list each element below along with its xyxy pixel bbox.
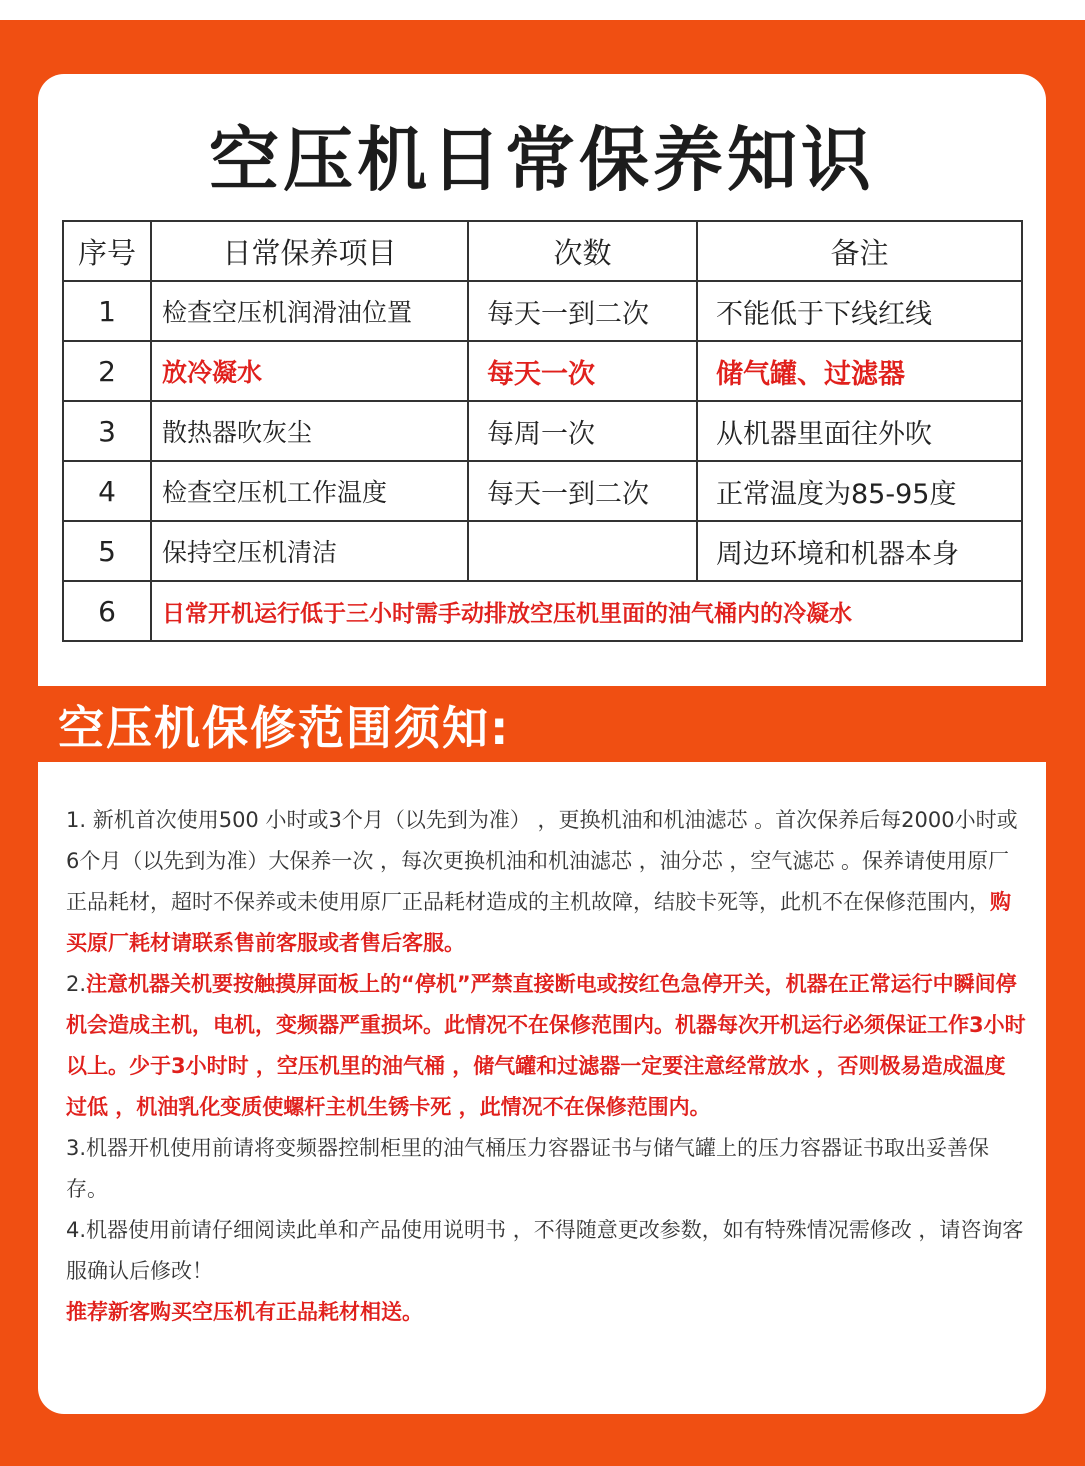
row-index: 6 <box>63 581 151 641</box>
warranty-item-1-text: 1. 新机首次使用500 小时或3个月（以先到为准） ，更换机油和机油滤芯 。首次保养后每2000小时或6个月（以先到为准）大保养一次 ，每次更换机油和机油滤芯 ，油分芯 ，空气滤芯 。保养请使用原厂正品耗材，超时不保养或未使用原厂正品耗材造成的主机故障，结胶卡死等，此机不在保修范围内， <box>66 808 1018 914</box>
warranty-item-2-highlight: 注意机器关机要按触摸屏面板上的“停机”严禁直接断电或按红色急停开关，机器在正常运行中瞬间停机会造成主机，电机，变频器严重损坏。此情况不在保修范围内。机器每次开机运行必须保证工作3小时以上。少于3小时时 ，空压机里的油气桶 ，储气罐和过滤器一定要注意经常放水 ，否则极易造成温度过低 ，机油乳化变质使螺杆主机生锈卡死 ，此情况不在保修范围内。 <box>66 972 1026 1119</box>
maintenance-table <box>62 220 1023 642</box>
row-index: 3 <box>63 401 151 461</box>
table-row <box>63 401 1022 461</box>
poster-background <box>0 20 1085 1466</box>
warranty-item-4: 4.机器使用前请仔细阅读此单和产品使用说明书 ，不得随意更改参数，如有特殊情况需修改 ，请咨询客服确认后修改！ <box>66 1218 1024 1283</box>
page-title: 空压机日常保养知识 <box>209 119 875 201</box>
row-frequency <box>468 521 697 581</box>
row-index: 2 <box>63 341 151 401</box>
warranty-item-1-highlight: 购买原厂耗材请联系售前客服或者售后客服。 <box>66 890 1011 955</box>
row-index: 5 <box>63 521 151 581</box>
row-frequency: 每天一次 <box>468 341 697 401</box>
row-frequency: 每周一次 <box>468 401 697 461</box>
table-header-row <box>63 221 1022 281</box>
warranty-item-2 <box>66 964 1026 1128</box>
row-index: 1 <box>63 281 151 341</box>
row-note: 从机器里面往外吹 <box>697 401 1022 461</box>
header-index: 序号 <box>63 221 151 281</box>
table-row <box>63 341 1022 401</box>
row-frequency: 每天一到二次 <box>468 461 697 521</box>
header-frequency: 次数 <box>468 221 697 281</box>
row-frequency: 每天一到二次 <box>468 281 697 341</box>
row-item: 检查空压机润滑油位置 <box>151 281 468 341</box>
table-row <box>63 461 1022 521</box>
row-item: 散热器吹灰尘 <box>151 401 468 461</box>
warranty-item-1 <box>66 800 1026 964</box>
warranty-item-3: 3.机器开机使用前请将变频器控制柜里的油气桶压力容器证书与储气罐上的压力容器证书取出妥善保存。 <box>66 1136 990 1201</box>
row-item: 放冷凝水 <box>151 341 468 401</box>
row-note: 正常温度为85-95度 <box>697 461 1022 521</box>
maintenance-card <box>38 74 1046 686</box>
warranty-notes <box>66 800 1026 1333</box>
header-note: 备注 <box>697 221 1022 281</box>
warranty-section-title: 空压机保修范围须知: <box>58 701 511 755</box>
table-row <box>63 281 1022 341</box>
row-span-note: 日常开机运行低于三小时需手动排放空压机里面的油气桶内的冷凝水 <box>151 581 1022 641</box>
row-note: 储气罐、过滤器 <box>697 341 1022 401</box>
header-item: 日常保养项目 <box>151 221 468 281</box>
warranty-card <box>38 762 1046 1414</box>
row-note: 周边环境和机器本身 <box>697 521 1022 581</box>
row-index: 4 <box>63 461 151 521</box>
warranty-item-2-number: 2. <box>66 972 87 996</box>
row-note: 不能低于下线红线 <box>697 281 1022 341</box>
table-row <box>63 521 1022 581</box>
row-item: 检查空压机工作温度 <box>151 461 468 521</box>
row-item: 保持空压机清洁 <box>151 521 468 581</box>
promo-note: 推荐新客购买空压机有正品耗材相送。 <box>66 1300 423 1324</box>
table-row <box>63 581 1022 641</box>
